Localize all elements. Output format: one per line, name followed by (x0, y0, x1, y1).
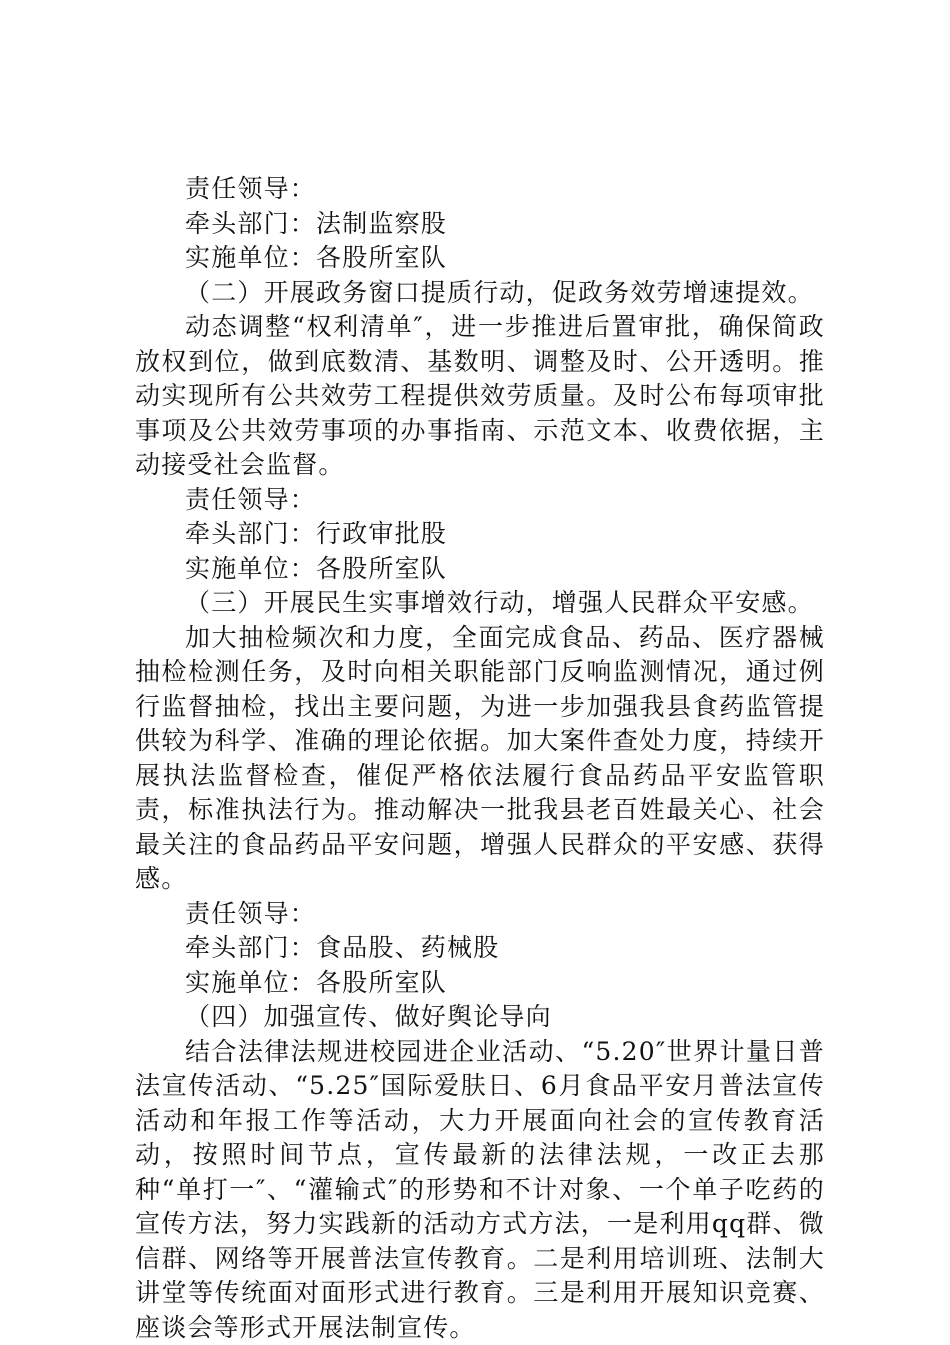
section4-heading: （四）加强宣传、做好舆论导向 (135, 1000, 825, 1035)
section2-heading: （二）开展政务窗口提质行动，促政务效劳增速提效。 (135, 276, 825, 311)
section2-leader: 责任领导： (135, 483, 825, 518)
section1-leader: 责任领导： (135, 172, 825, 207)
section2-body: 动态调整“权利清单″，进一步推进后置审批，确保简政放权到位，做到底数清、基数明、调整及时、公开透明。推动实现所有公共效劳工程提供效劳质量。及时公布每项审批事项及公共效劳事项的办事指南、示范文本、收费依据，主动接受社会监督。 (135, 310, 825, 483)
section3-leader: 责任领导： (135, 897, 825, 932)
section4-body: 结合法律法规进校园进企业活动、“5.20″世界计量日普法宣传活动、“5.25″国际爱肤日、6月食品平安月普法宣传活动和年报工作等活动，大力开展面向社会的宣传教育活动，按照时间节点，宣传最新的法律法规，一改正去那种“单打一″、“灌输式″的形势和不计对象、一个单子吃药的宣传方法，努力实践新的活动方式方法，一是利用qq群、微信群、网络等开展普法宣传教育。二是利用培训班、法制大讲堂等传统面对面形式进行教育。三是利用开展知识竞赛、座谈会等形式开展法制宣传。 (135, 1035, 825, 1345)
section2-unit: 实施单位：各股所室队 (135, 552, 825, 587)
section3-unit: 实施单位：各股所室队 (135, 966, 825, 1001)
section1-unit: 实施单位：各股所室队 (135, 241, 825, 276)
section3-body: 加大抽检频次和力度，全面完成食品、药品、医疗器械抽检检测任务，及时向相关职能部门反响监测情况，通过例行监督抽检，找出主要问题，为进一步加强我县食药监管提供较为科学、准确的理论依据。加大案件查处力度，持续开展执法监督检查，催促严格依法履行食品药品平安监管职责，标准执法行为。推动解决一批我县老百姓最关心、社会最关注的食品药品平安问题，增强人民群众的平安感、获得感。 (135, 621, 825, 897)
section3-lead-dept: 牵头部门：食品股、药械股 (135, 931, 825, 966)
section2-lead-dept: 牵头部门：行政审批股 (135, 517, 825, 552)
section1-lead-dept: 牵头部门：法制监察股 (135, 207, 825, 242)
document-page (135, 172, 825, 1345)
section3-heading: （三）开展民生实事增效行动，增强人民群众平安感。 (135, 586, 825, 621)
